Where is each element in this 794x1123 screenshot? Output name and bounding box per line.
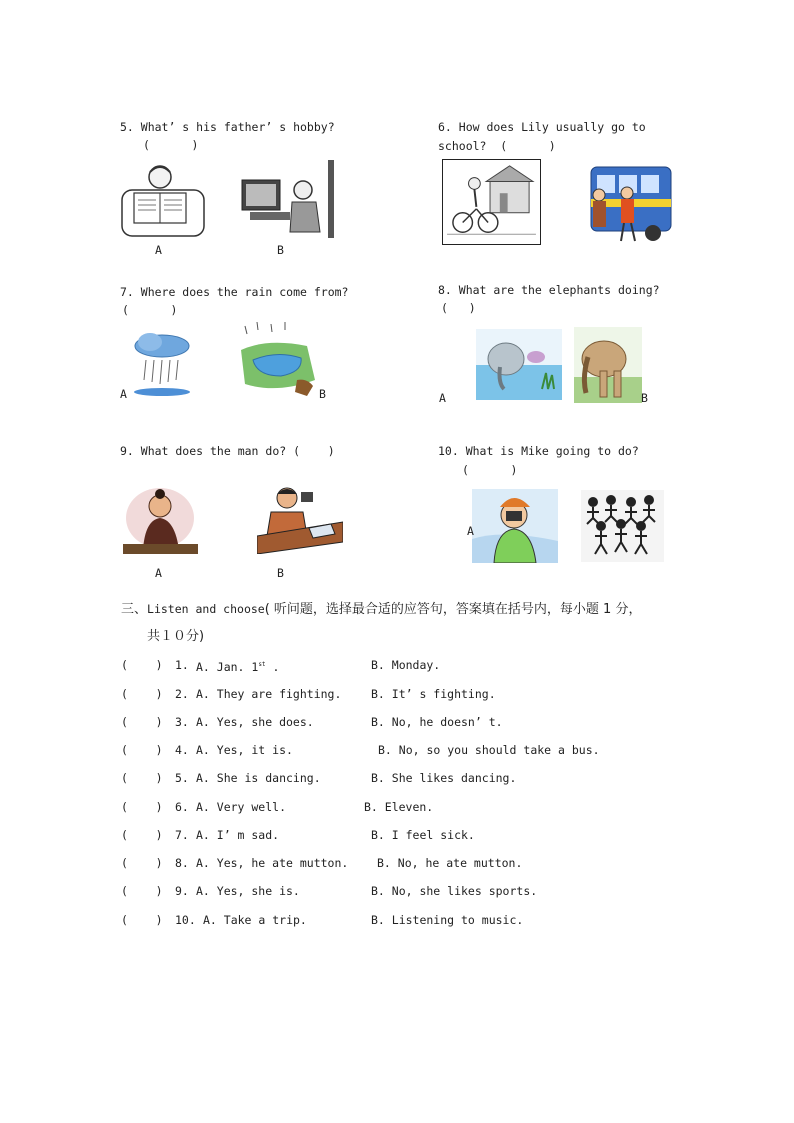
option-a (203, 911, 307, 929)
option-a (196, 854, 348, 872)
question-9-option-a-label: A (155, 566, 162, 580)
question-6-text-line2: school? ( ) (438, 139, 556, 153)
option-a (196, 656, 279, 676)
question-7-text: 7. Where does the rain come from? (120, 285, 349, 299)
option-b: B. It’ s fighting. (371, 687, 496, 701)
item-number: 6. (175, 800, 189, 814)
answer-blank[interactable]: ( ) (121, 800, 163, 814)
section-3-heading (121, 596, 641, 623)
question-7-answer-blank: ( ) (122, 303, 178, 317)
rain-cloud-picture (132, 330, 192, 398)
option-a-tail: . (265, 659, 280, 674)
section-3-marker: 三、 (121, 602, 148, 617)
man-at-desk-picture (257, 484, 343, 554)
item-number: 3. (175, 715, 189, 729)
answer-blank[interactable]: ( ) (121, 743, 163, 757)
question-8-option-a-label: A (439, 391, 446, 405)
question-7-option-a-label: A (120, 387, 127, 401)
people-running-race-picture (581, 490, 664, 562)
people-by-bus-picture (587, 161, 672, 247)
item-number: 1. (175, 658, 189, 672)
question-5-answer-blank: ( ) (143, 138, 199, 152)
item-number: 5. (175, 771, 189, 785)
option-a (196, 713, 314, 731)
man-using-computer-picture (240, 160, 337, 238)
option-a (196, 769, 321, 787)
answer-blank[interactable]: ( ) (121, 658, 163, 672)
answer-blank[interactable]: ( ) (121, 771, 163, 785)
pond-evaporation-picture (237, 320, 320, 398)
option-a-text: A. Take a trip. (203, 913, 307, 927)
option-a-text: A. They are fighting. (196, 687, 342, 701)
option-b: B. I feel sick. (371, 828, 475, 842)
answer-blank[interactable]: ( ) (121, 884, 163, 898)
item-number: 8. (175, 856, 189, 870)
question-10-answer-blank: ( ) (462, 463, 518, 477)
question-8-option-b-label: B (641, 391, 648, 405)
option-a (196, 798, 286, 816)
option-b: B. No, so you should take a bus. (378, 743, 600, 757)
option-a (196, 741, 293, 759)
option-b: B. Monday. (371, 658, 441, 672)
question-5-text: 5. What’ s his father’ s hobby? (120, 120, 335, 134)
option-b: B. No, he ate mutton. (377, 856, 523, 870)
option-a-text: A. Yes, she does. (196, 715, 314, 729)
item-number: 2. (175, 687, 189, 701)
question-9-option-b-label: B (277, 566, 284, 580)
option-b: B. Listening to music. (371, 913, 524, 927)
option-a-text: A. Very well. (196, 800, 287, 814)
man-reading-newspaper-picture (120, 160, 206, 238)
ordinal-suffix: st (258, 661, 266, 668)
answer-blank[interactable]: ( ) (121, 856, 163, 870)
option-a-text: A. Jan. 1 (196, 659, 259, 674)
question-8-answer-blank: ( ) (441, 301, 476, 315)
elephant-in-water-picture (476, 329, 562, 400)
question-10-text: 10. What is Mike going to do? (438, 444, 639, 458)
option-a-text: A. I’ m sad. (196, 828, 280, 842)
girl-riding-bike-picture (442, 159, 541, 245)
answer-blank[interactable]: ( ) (121, 828, 163, 842)
section-3-title-en: Listen and choose (147, 602, 265, 616)
section-3-instructions-line2: 共１０分) (147, 629, 205, 644)
option-b: B. No, she likes sports. (371, 884, 538, 898)
question-5-option-b-label: B (277, 243, 284, 257)
item-number: 7. (175, 828, 189, 842)
question-7-option-b-label: B (319, 387, 326, 401)
boy-with-camera-picture (472, 489, 558, 563)
option-a-text: A. Yes, it is. (196, 743, 293, 757)
elephant-standing-picture (574, 327, 642, 403)
answer-blank[interactable]: ( ) (121, 687, 163, 701)
section-3-instructions: ( 听问题，选择最合适的应答句，答案填在括号内，每小题 1 分， (264, 602, 642, 617)
option-b: B. Eleven. (364, 800, 434, 814)
question-10-option-a-label: A (467, 524, 474, 538)
option-a-text: A. She is dancing. (196, 771, 321, 785)
option-a-text: A. Yes, she is. (196, 884, 300, 898)
option-a (196, 685, 341, 703)
item-number: 4. (175, 743, 189, 757)
option-b: B. No, he doesn’ t. (371, 715, 503, 729)
item-number: 10. (175, 913, 196, 927)
option-b: B. She likes dancing. (371, 771, 517, 785)
option-a-text: A. Yes, he ate mutton. (196, 856, 349, 870)
item-number: 9. (175, 884, 189, 898)
question-6-text: 6. How does Lily usually go to (438, 120, 646, 134)
option-a (196, 826, 279, 844)
woman-on-phone-picture (123, 484, 198, 554)
question-5-option-a-label: A (155, 243, 162, 257)
question-8-text: 8. What are the elephants doing? (438, 283, 660, 297)
answer-blank[interactable]: ( ) (121, 715, 163, 729)
option-a (196, 882, 300, 900)
question-9-text: 9. What does the man do? ( ) (120, 444, 335, 458)
answer-blank[interactable]: ( ) (121, 913, 163, 927)
